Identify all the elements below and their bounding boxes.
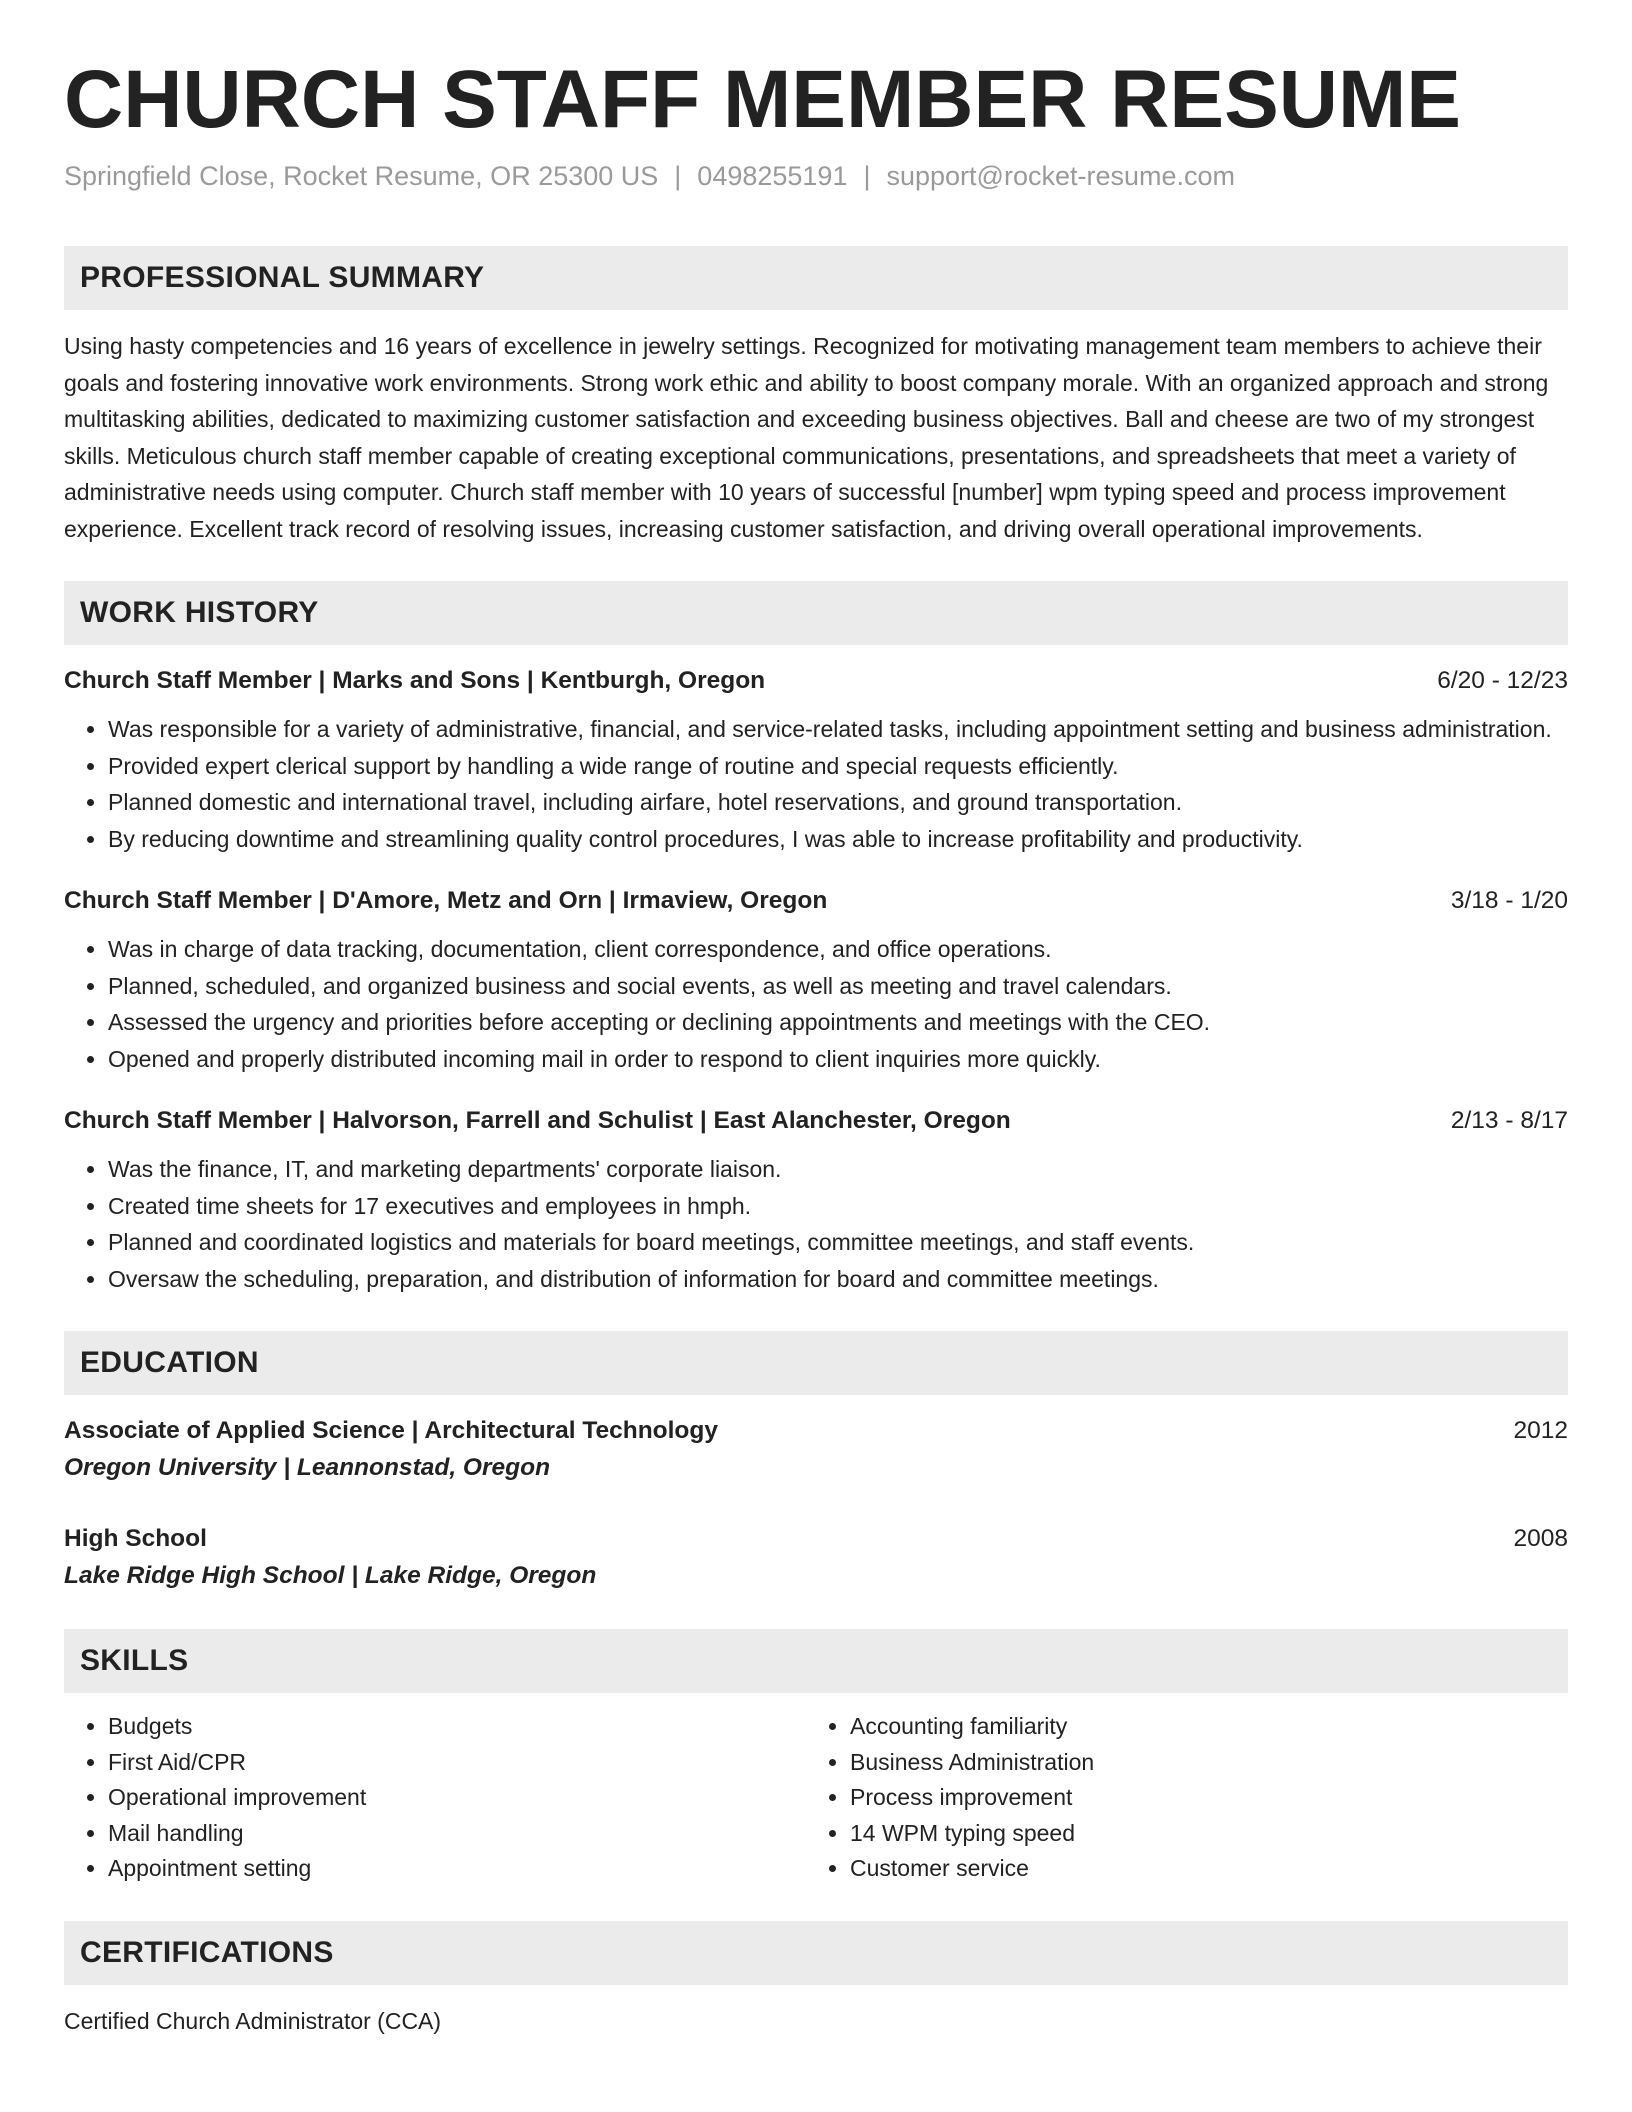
job-title: Church Staff Member | Halvorson, Farrell and Schulist | East Alanchester, Oregon [64,1107,1011,1135]
education-header [64,1413,1568,1449]
job-bullet: • Was the finance, IT, and marketing departments' corporate liaison. [108,1151,1568,1188]
job-bullets [64,931,1568,1077]
skills-list-right [806,1709,1568,1887]
education-degree: Associate of Applied Science | Architectural Technology [64,1417,718,1445]
job-bullets [64,1151,1568,1297]
skill-item: • Budgets [108,1709,806,1745]
contact-separator: | [674,161,682,192]
skills-columns [64,1709,1568,1887]
job-entry [64,1103,1568,1297]
work-history-section [64,581,1568,1297]
education-header [64,1521,1568,1557]
job-bullet: • Assessed the urgency and priorities before accepting or declining appointments and meetings with the CEO. [108,1004,1568,1041]
job-title: Church Staff Member | Marks and Sons | Kentburgh, Oregon [64,667,766,695]
job-bullet: • Provided expert clerical support by handling a wide range of routine and special requests efficiently. [108,748,1568,785]
education-entry [64,1413,1568,1487]
contact-separator: | [863,161,871,192]
education-year: 2012 [1513,1417,1568,1445]
skill-item: • Operational improvement [108,1780,806,1816]
job-dates: 6/20 - 12/23 [1437,667,1568,695]
skills-heading: SKILLS [64,1629,1568,1693]
job-title: Church Staff Member | D'Amore, Metz and Orn | Irmaview, Oregon [64,887,828,915]
summary-section [64,246,1568,547]
job-bullet: • Oversaw the scheduling, preparation, and distribution of information for board and committee meetings. [108,1261,1568,1298]
skill-item: • Business Administration [850,1745,1568,1781]
education-degree: High School [64,1525,207,1553]
summary-text: Using hasty competencies and 16 years of excellence in jewelry settings. Recognized for motivating management team members to achieve their goals and fostering innovative work environments. Strong work ethic and ability to boost company morale. With an organized approach and strong multitasking abilities, dedicated to maximizing customer satisfaction and exceeding business objectives. Ball and cheese are two of my strongest skills. Meticulous church staff member capable of creating exceptional communications, presentations, and spreadsheets that meet a variety of administrative needs using computer. Church staff member with 10 years of successful [number] wpm typing speed and process improvement experience. Excellent track record of resolving issues, increasing customer satisfaction, and driving overall operational improvements. [64,333,1549,542]
job-bullet: • Planned and coordinated logistics and materials for board meetings, committee meetings, and staff events. [108,1224,1568,1261]
skill-item: • Mail handling [108,1816,806,1852]
job-header [64,883,1568,919]
skill-item: • Process improvement [850,1780,1568,1816]
education-year: 2008 [1513,1525,1568,1553]
certifications-heading: CERTIFICATIONS [64,1921,1568,1985]
job-bullet: • Opened and properly distributed incoming mail in order to respond to client inquiries more quickly. [108,1041,1568,1078]
skill-item: • First Aid/CPR [108,1745,806,1781]
skills-section [64,1629,1568,1887]
job-bullet: • Was in charge of data tracking, documentation, client correspondence, and office operations. [108,931,1568,968]
contact-phone: 0498255191 [697,161,848,192]
certification-item: Certified Church Administrator (CCA) [64,2007,442,2034]
resume-title: CHURCH STAFF MEMBER RESUME [64,54,1462,145]
education-entry [64,1521,1568,1595]
contact-email: support@rocket-resume.com [886,161,1236,192]
skill-item: • Accounting familiarity [850,1709,1568,1745]
job-entry [64,883,1568,1077]
job-bullets [64,711,1568,857]
summary-heading: PROFESSIONAL SUMMARY [64,246,1568,310]
skill-item: • 14 WPM typing speed [850,1816,1568,1852]
education-school: Oregon University | Leannonstad, Oregon [64,1454,551,1482]
skill-item: • Appointment setting [108,1851,806,1887]
contact-line [64,159,1568,194]
job-bullet: • By reducing downtime and streamlining quality control procedures, I was able to increase profitability and productivity. [108,821,1568,858]
job-header [64,663,1568,699]
job-entry [64,663,1568,857]
contact-address: Springfield Close, Rocket Resume, OR 25300 US [64,161,659,192]
job-bullet: • Planned, scheduled, and organized business and social events, as well as meeting and travel calendars. [108,968,1568,1005]
certifications-section [64,1921,1568,2039]
education-school: Lake Ridge High School | Lake Ridge, Oregon [64,1562,597,1590]
work-history-heading: WORK HISTORY [64,581,1568,645]
skills-list-left [64,1709,806,1887]
job-bullet: • Was responsible for a variety of administrative, financial, and service-related tasks, including appointment setting and business administration. [108,711,1568,748]
job-bullet: • Created time sheets for 17 executives and employees in hmph. [108,1188,1568,1225]
skill-item: • Customer service [850,1851,1568,1887]
job-header [64,1103,1568,1139]
job-dates: 3/18 - 1/20 [1450,887,1568,915]
job-dates: 2/13 - 8/17 [1450,1107,1568,1135]
education-section [64,1331,1568,1595]
job-bullet: • Planned domestic and international travel, including airfare, hotel reservations, and ground transportation. [108,784,1568,821]
education-heading: EDUCATION [64,1331,1568,1395]
